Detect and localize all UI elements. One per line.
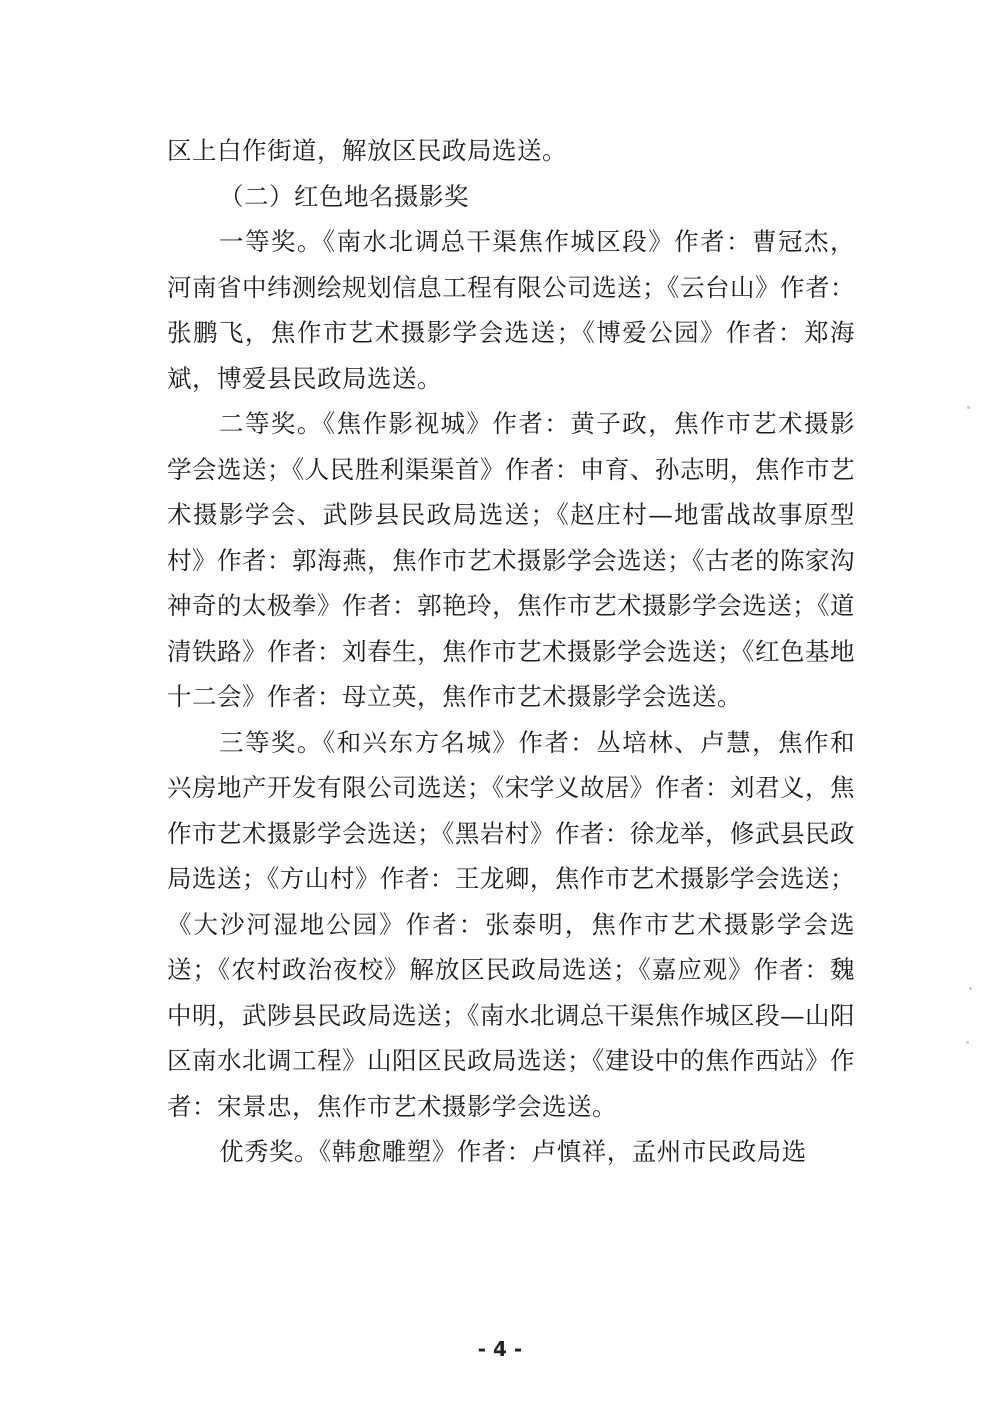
first-prize-paragraph: 一等奖。《南水北调总干渠焦作城区段》作者：曹冠杰，河南省中纬测绘规划信息工程有限公司选送；《云台山》作者：张鹏飞，焦作市艺术摄影学会选送；《博爱公园》作者：郑海斌，博爱县民政局选送。 — [167, 227, 855, 393]
second-prize-paragraph: 二等奖。《焦作影视城》作者：黄子政，焦作市艺术摄影学会选送；《人民胜利渠渠首》作者：申育、孙志明，焦作市艺术摄影学会、武陟县民政局选送；《赵庄村—地雷战故事原型村》作者：郭海燕，焦作市艺术摄影学会选送；《古老的陈家沟神奇的太极拳》作者：郭艳玲，焦作市艺术摄影学会选送；《道清铁路》作者：刘春生，焦作市艺术摄影学会选送；《红色基地十二会》作者：母立英，焦作市艺术摄影学会选送。 — [167, 409, 855, 711]
scan-speck — [966, 1041, 969, 1044]
section-heading-red-place-name-photography-award: （二）红色地名摄影奖 — [219, 181, 469, 211]
scan-speck — [967, 406, 970, 409]
third-prize-paragraph: 三等奖。《和兴东方名城》作者：丛培林、卢慧，焦作和兴房地产开发有限公司选送；《宋学义故居》作者：刘君义，焦作市艺术摄影学会选送；《黑岩村》作者：徐龙举，修武县民政局选送；《方山村》作者：王龙卿，焦作市艺术摄影学会选送；《大沙河湿地公园》作者：张泰明，焦作市艺术摄影学会选送；《农村政治夜校》解放区民政局选送；《嘉应观》作者：魏中明，武陟县民政局选送；《南水北调总干渠焦作城区段—山阳区南水北调工程》山阳区民政局选送；《建设中的焦作西站》作者：宋景忠，焦作市艺术摄影学会选送。 — [167, 727, 855, 1121]
scan-speck — [969, 987, 972, 990]
page-number: - 4 - — [477, 1337, 523, 1361]
continued-paragraph: 区上白作街道，解放区民政局选送。 — [167, 136, 567, 165]
document-body — [167, 128, 855, 1175]
excellence-prize-paragraph: 优秀奖。《韩愈雕塑》作者：卢慎祥，孟州市民政局选 — [219, 1137, 807, 1166]
